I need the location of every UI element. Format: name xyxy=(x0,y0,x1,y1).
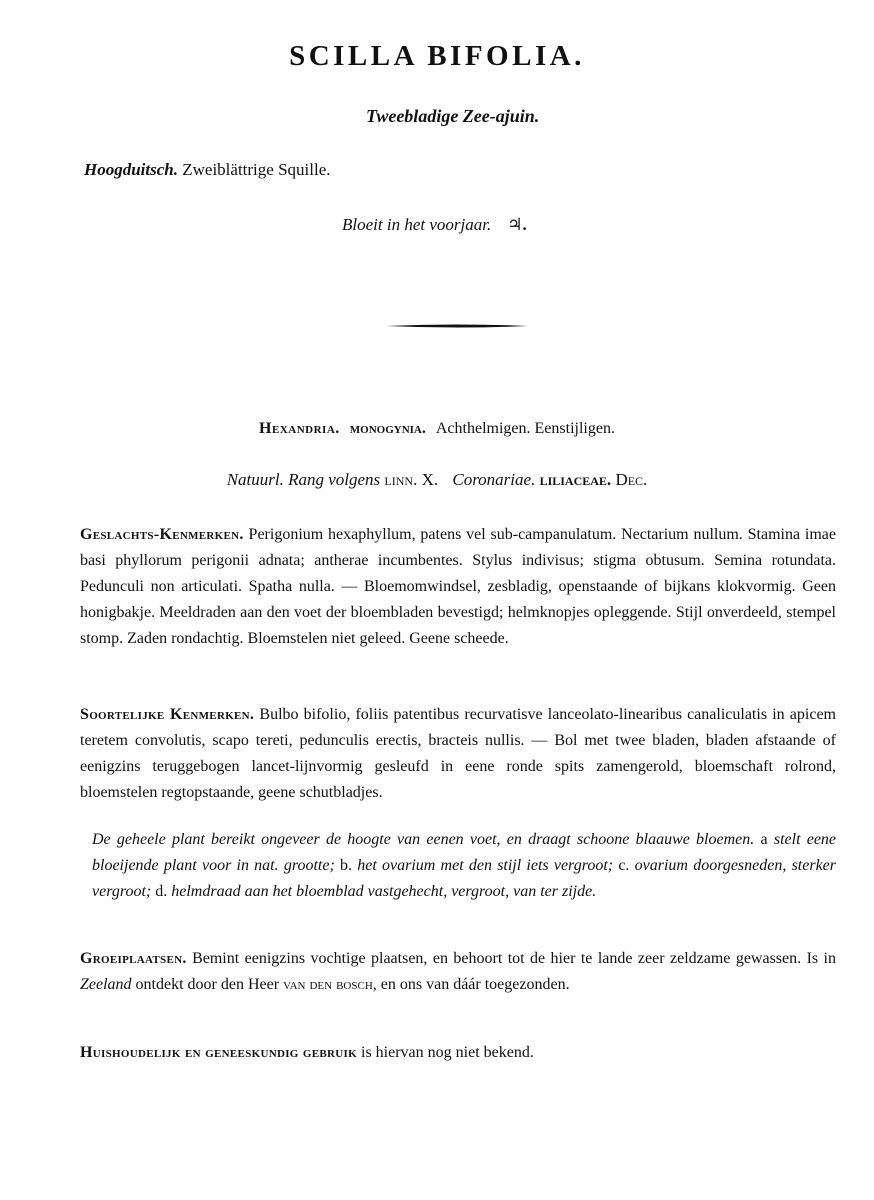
genus-heading: Geslachts-Kenmerken. xyxy=(80,526,244,543)
habitat-paragraph xyxy=(80,946,836,998)
page-title: SCILLA BIFOLIA. xyxy=(289,40,585,72)
habitat-heading: Groeiplaatsen. xyxy=(80,950,187,967)
classification-dutch: Achthelmigen. Eenstijligen. xyxy=(435,420,615,437)
description-intro: De geheele plant bereikt ongeveer de hoogte van eenen voet, en draagt schoone blaauwe bloemen. xyxy=(92,831,755,848)
figure-a-letter: a xyxy=(760,831,768,848)
class-name: Hexandria. xyxy=(259,420,340,437)
habitat-text-after: , en ons van dáár toegezonden. xyxy=(372,976,570,993)
figure-d-text: helmdraad aan het bloemblad vastgehecht, vergroot, van ter zijde. xyxy=(171,883,597,900)
genus-characters-paragraph xyxy=(80,522,836,652)
rank-prefix: Natuurl. Rang volgens xyxy=(226,470,381,489)
species-characters-paragraph xyxy=(80,702,836,806)
dutch-common-name: Tweebladige Zee-ajuin. xyxy=(366,106,540,126)
german-name: Zweiblättrige Squille. xyxy=(182,160,331,179)
classification-line xyxy=(0,420,874,438)
genus-text: Perigonium hexaphyllum, patens vel sub-campanulatum. Nectarium nullum. Stamina imae basi phyllorum perigonii adnata; antherae incumbentes. Stylus indivisus; stigma obtusum. Semina rotundata. Pedunculi non articulati. Spatha nulla. — Bloemomwindsel, zesbladig, openstaande of bijkans klokvormig. Geen honigbakje. Meeldraden aan den voet der bloembladen bevestigd; helmknopjes opleggende. Stijl onverdeeld, stempel stomp. Zaden rondachtig. Bloemstelen niet geleed. Geene scheede. xyxy=(80,526,836,647)
german-name-line xyxy=(84,160,331,180)
uses-paragraph xyxy=(80,1040,836,1066)
rank-group: Coronariae. xyxy=(452,470,536,489)
habitat-text-before: Bemint eenigzins vochtige plaatsen, en behoort tot de hier te lande zeer zeldzame gewassen. Is in xyxy=(192,950,836,967)
bloom-text: Bloeit in het voorjaar. xyxy=(342,215,492,234)
uses-text: is hiervan nog niet bekend. xyxy=(361,1044,534,1061)
figure-b-text: het ovarium met den stijl iets vergroot; xyxy=(357,857,614,874)
rank-number: X. xyxy=(421,470,439,489)
species-text: Bulbo bifolio, foliis patentibus recurvatisve lanceolato-linearibus canaliculatis in apicem teretem convolutis, scapo tereti, pedunculis erectis, bracteis nullis. — Bol met twee bladen, bladen afstaande of eenigzins teruggebogen lancet-lijnvormig gesleufd in eene ronde spits zamengerold, bloemschaft rolrond, bloemstelen regtopstaande, geene schutbladjes. xyxy=(80,706,836,801)
uses-heading: Huishoudelijk en geneeskundig gebruik xyxy=(80,1044,357,1061)
ornamental-rule xyxy=(386,323,528,329)
figure-c-text: ovarium doorgesneden, sterker vergroot; xyxy=(92,857,836,900)
rank-dec: Dec. xyxy=(615,470,648,489)
bloom-line xyxy=(342,215,527,235)
figure-d-letter: d. xyxy=(155,883,168,900)
species-heading: Soortelijke Kenmerken. xyxy=(80,706,255,723)
figure-b-letter: b. xyxy=(340,857,353,874)
order-name: monogynia. xyxy=(349,420,426,437)
habitat-person: van den bosch xyxy=(283,976,373,993)
habitat-text-middle: ontdekt door den Heer xyxy=(135,976,280,993)
natural-rank-line xyxy=(0,470,874,490)
figure-a-text: stelt eene bloeijende plant voor in nat. grootte; xyxy=(92,831,837,874)
german-label: Hoogduitsch. xyxy=(84,160,178,179)
habitat-place: Zeeland xyxy=(80,976,132,993)
plate-description-paragraph xyxy=(92,827,836,905)
figure-c-letter: c. xyxy=(618,857,630,874)
perennial-symbol: ♃. xyxy=(507,215,527,234)
rank-author: linn. xyxy=(384,470,418,489)
rank-family: liliaceae. xyxy=(539,470,612,489)
